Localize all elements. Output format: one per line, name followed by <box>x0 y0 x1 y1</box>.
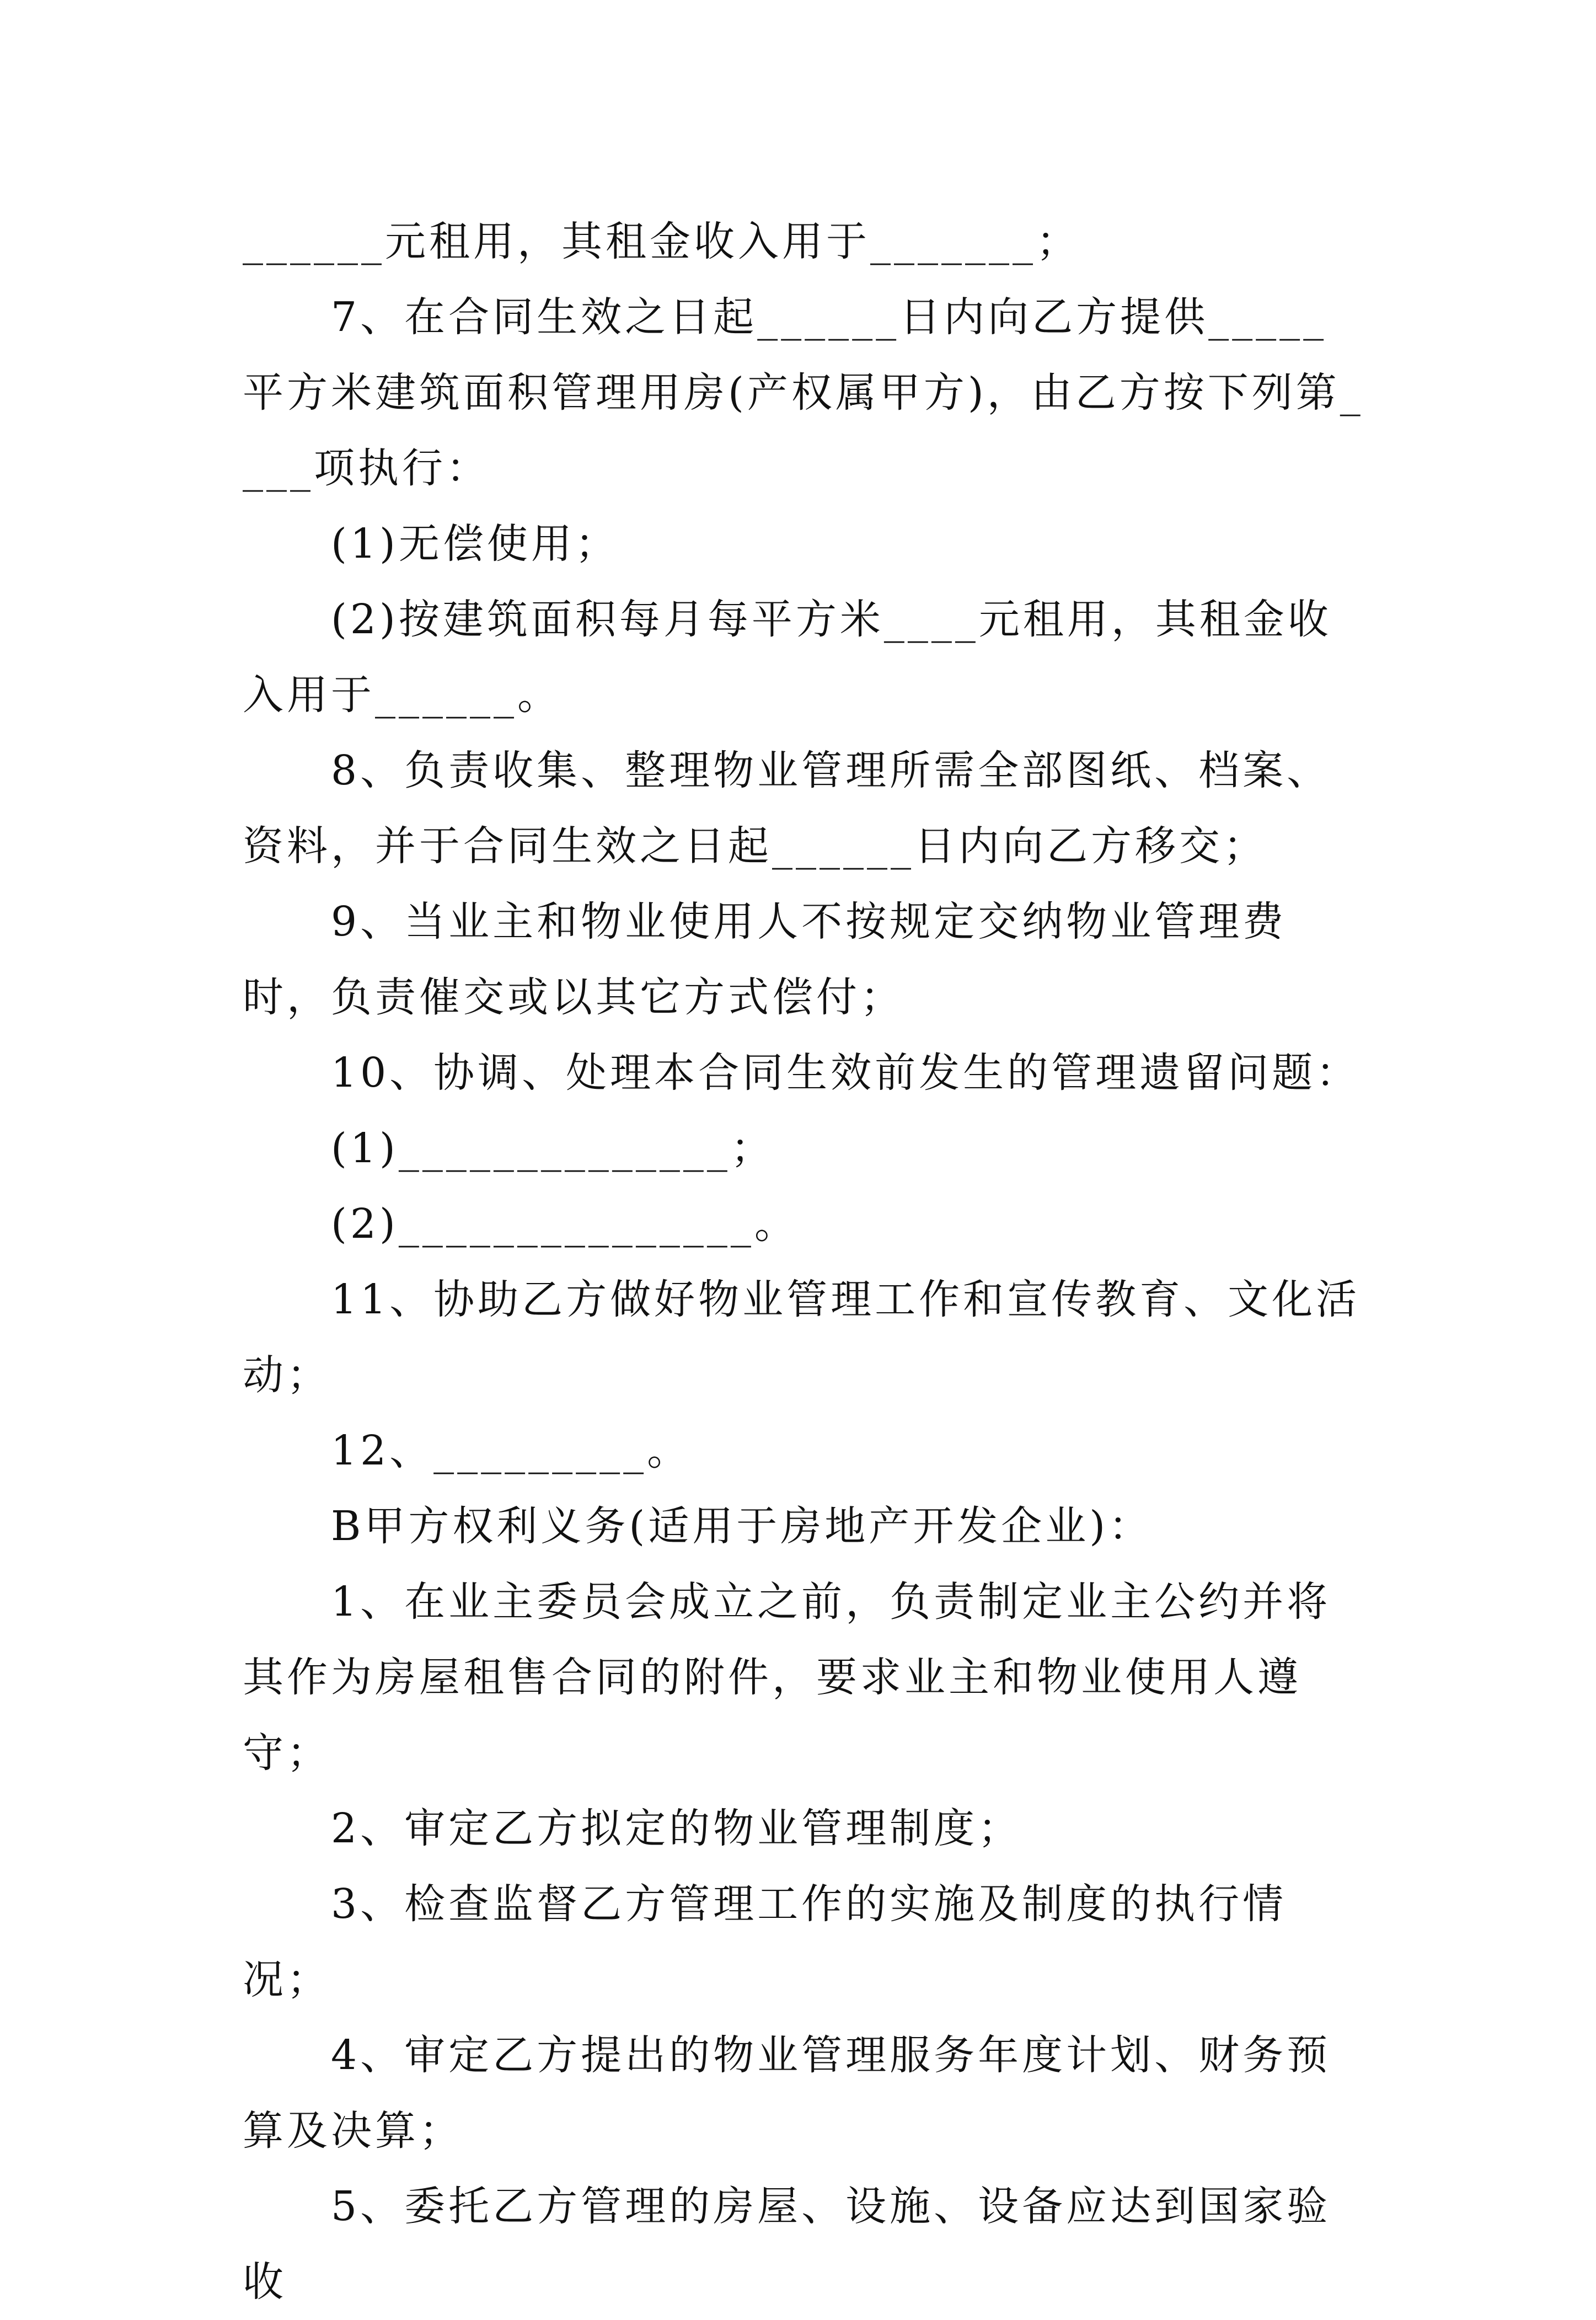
paragraph: 12、_________。 <box>331 1427 692 1474</box>
paragraph: 9、当业主和物业使用人不按规定交纳物业管理费时，负责催交或以其它方式偿付； <box>243 898 1287 1021</box>
paragraph: 7、在合同生效之日起______日内向乙方提供_____平方米建筑面积管理用房(产权属甲方)，由乙方按下列第____项执行： <box>243 293 1364 492</box>
document-body <box>243 204 1368 2320</box>
paragraph: (2)按建筑面积每月每平方米____元租用，其租金收入用于______。 <box>243 596 1332 719</box>
paragraph: 10、协调、处理本合同生效前发生的管理遗留问题： <box>331 1049 1361 1097</box>
paragraph: 4、审定乙方提出的物业管理服务年度计划、财务预算及决算； <box>243 2032 1331 2155</box>
paragraph: 2、审定乙方拟定的物业管理制度； <box>331 1805 1022 1852</box>
paragraph: 5、委托乙方管理的房屋、设施、设备应达到国家验收 <box>243 2183 1331 2306</box>
paragraph: (1)无偿使用； <box>331 520 619 568</box>
paragraph: 11、协助乙方做好物业管理工作和宣传教育、文化活动； <box>243 1276 1361 1399</box>
paragraph: (1)______________； <box>331 1125 775 1172</box>
paragraph: (2)_______________。 <box>331 1200 799 1248</box>
paragraph: B甲方权利义务(适用于房地产开发企业)： <box>331 1503 1153 1550</box>
paragraph: ______元租用，其租金收入用于_______； <box>243 218 1080 265</box>
paragraph: 8、负责收集、整理物业管理所需全部图纸、档案、资料，并于合同生效之日起______日内向乙方移交； <box>243 747 1331 870</box>
paragraph: 3、检查监督乙方管理工作的实施及制度的执行情况； <box>243 1880 1287 2003</box>
paragraph: 1、在业主委员会成立之前，负责制定业主公约并将其作为房屋租售合同的附件，要求业主和物业使用人遵守； <box>243 1578 1331 1777</box>
